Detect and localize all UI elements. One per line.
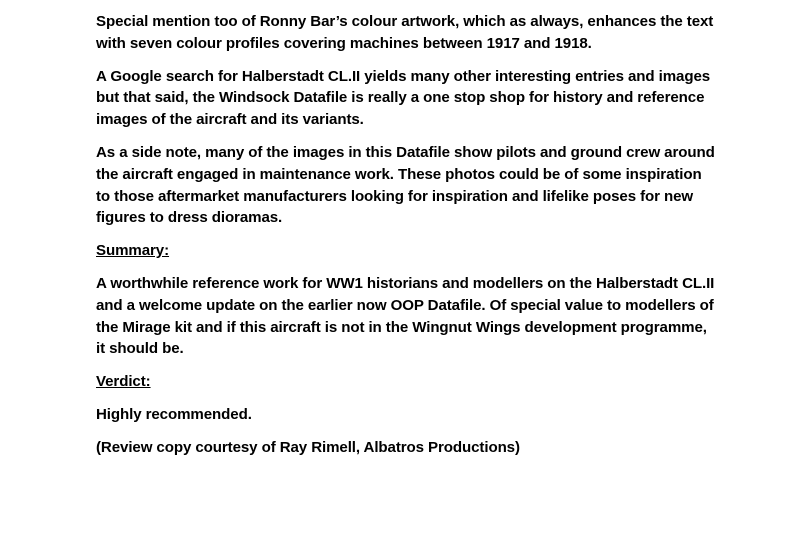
verdict-text: Highly recommended. <box>96 405 252 423</box>
paragraph-colour-artwork: Special mention too of Ronny Bar’s colour artwork, which as always, enhances the text with seven colour profiles covering machines between 1917 and 1918. <box>96 13 714 52</box>
summary-text: A worthwhile reference work for WW1 historians and modellers on the Halberstadt CL.II and a welcome update on the earlier now OOP Datafile. Of special value to modellers of the Mirage kit and if this aircraft is not in the Wingnut Wings development programme, it should be. <box>96 274 715 358</box>
review-credit: (Review copy courtesy of Ray Rimell, Albatros Productions) <box>96 438 520 456</box>
document-body <box>96 11 716 470</box>
summary-heading: Summary: <box>96 242 170 260</box>
verdict-heading: Verdict: <box>96 373 151 391</box>
paragraph-side-note: As a side note, many of the images in this Datafile show pilots and ground crew around the aircraft engaged in maintenance work. These photos could be of some inspiration to those aftermarket manufacturers looking for inspiration and lifelike poses for new figures to dress dioramas. <box>96 143 715 227</box>
paragraph-google-search: A Google search for Halberstadt CL.II yields many other interesting entries and images but that said, the Windsock Datafile is really a one stop shop for history and reference images of the aircraft and its variants. <box>96 67 711 129</box>
